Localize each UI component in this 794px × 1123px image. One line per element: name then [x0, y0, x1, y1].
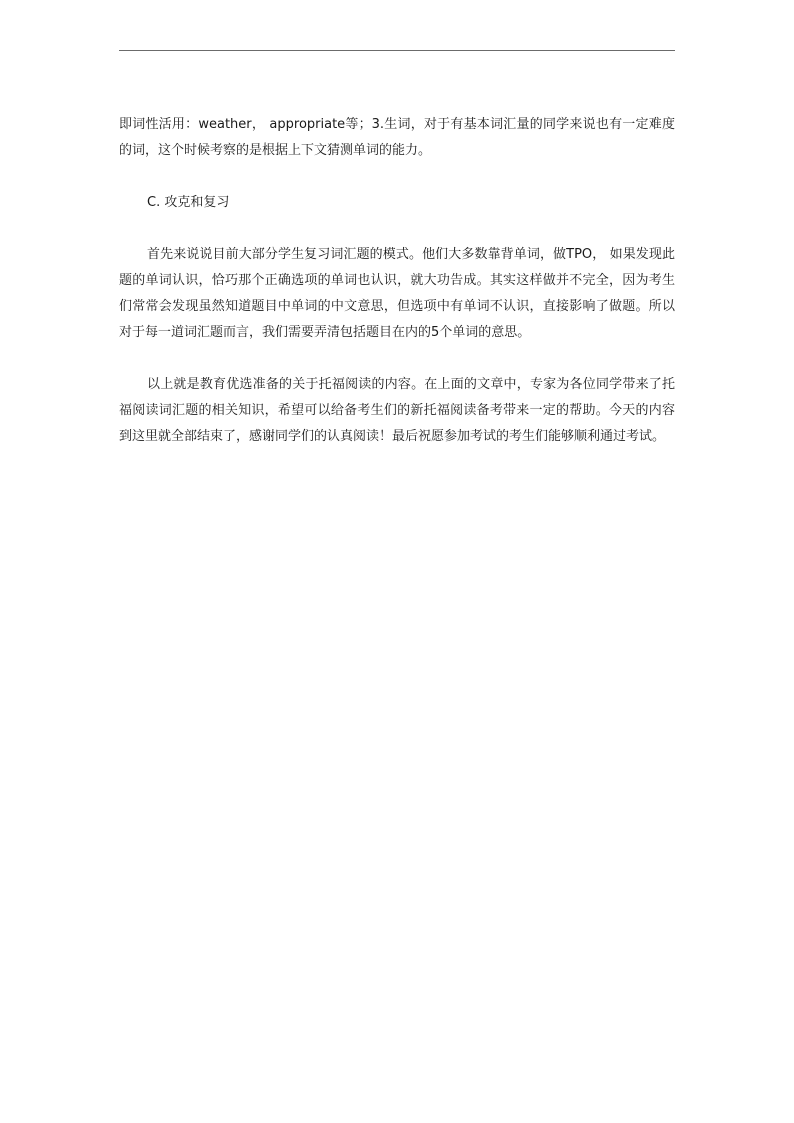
paragraph-word-types: 即词性活用：weather， appropriate等；3.生词，对于有基本词汇量的同学来说也有一定难度的词，这个时候考察的是根据上下文猜测单词的能力。: [119, 117, 675, 158]
paragraph-conclusion: 以上就是教育优选准备的关于托福阅读的内容。在上面的文章中，专家为各位同学带来了托福阅读词汇题的相关知识，希望可以给备考生们的新托福阅读备考带来一定的帮助。今天的内容到这里就全部结束了，感谢同学们的认真阅读！最后祝愿参加考试的考生们能够顺利通过考试。: [119, 377, 675, 444]
section-heading-c: C. 攻克和复习: [147, 195, 230, 210]
paragraph-review-method: 首先来说说目前大部分学生复习词汇题的模式。他们大多数靠背单词，做TPO， 如果发现此题的单词认识，恰巧那个正确选项的单词也认识，就大功告成。其实这样做并不完全，因为考生们常常会发现虽然知道题目中单词的中文意思，但选项中有单词不认识，直接影响了做题。所以对于每一道词汇题而言，我们需要弄清包括题目在内的5个单词的意思。: [119, 247, 675, 340]
header-rule: [119, 50, 675, 51]
document-body: [119, 112, 675, 450]
